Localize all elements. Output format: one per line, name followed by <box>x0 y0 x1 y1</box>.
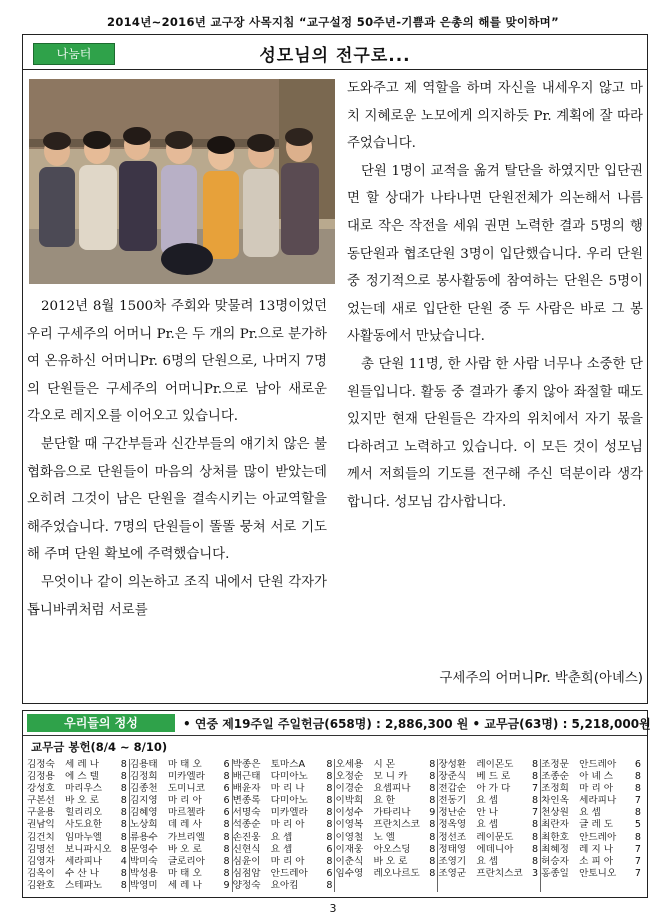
cell-saint: 아오스딩 <box>373 843 411 855</box>
cell-saint: 요셉피나 <box>373 783 411 795</box>
cell-name: 석종순 <box>232 819 261 831</box>
cell-name: 최란자 <box>541 819 569 831</box>
cell-count: 8 <box>326 771 333 783</box>
table-row <box>130 832 230 844</box>
cell-saint: 스테파노 <box>65 879 103 891</box>
table-row <box>233 759 333 771</box>
cell-saint: 다미아노 <box>270 795 308 807</box>
cell-count: 3 <box>532 867 539 879</box>
cell-saint: 가타리나 <box>373 807 411 819</box>
cell-count: 8 <box>532 795 539 807</box>
article-title: 성모님의 전구로... <box>259 46 411 66</box>
table-row <box>438 832 538 844</box>
cell-name: 허승자 <box>541 855 569 867</box>
offering-tag: 우리들의 정성 <box>27 714 175 732</box>
cell-saint: 마 태 오 <box>167 867 202 879</box>
table-row <box>541 759 641 771</box>
cell-name: 손진웅 <box>232 831 261 843</box>
cell-saint: 요 셉 <box>476 819 498 831</box>
cell-saint: 요 셉 <box>579 807 601 819</box>
cell-count: 8 <box>120 771 127 783</box>
cell-name: 배근태 <box>232 771 261 783</box>
paragraph: 2012년 8월 1500차 주회와 맞물려 13명이었던 우리 구세주의 어머니 Pr.은 두 개의 Pr.으로 분가하여 온유하신 어머니Pr. 6명의 단원으로, 나머지 7명의 단원들은 구세주의 어머니Pr.으로 남아 새로운 각오로 레지오를 이어오고 있습니다. <box>27 299 327 425</box>
cell-name: 김정희 <box>129 771 158 783</box>
cell-count: 8 <box>326 807 333 819</box>
table-row <box>27 783 127 795</box>
cell-count: 8 <box>429 771 436 783</box>
cell-count: 8 <box>532 831 539 843</box>
offering-column <box>335 759 438 892</box>
table-row <box>130 759 230 771</box>
cell-count: 8 <box>120 843 127 855</box>
offering-summary: • 연중 제19주일 주일헌금(658명) : 2,886,300 원 • 교무금(63명) : 5,218,000원 <box>183 717 651 731</box>
cell-count: 8 <box>532 843 539 855</box>
article-left-column <box>27 293 327 624</box>
cell-saint: 요아킴 <box>270 879 299 891</box>
cell-count: 8 <box>326 855 333 867</box>
cell-saint: 세 레 나 <box>65 759 99 770</box>
cell-name: 노상희 <box>129 819 158 831</box>
table-row <box>541 771 641 783</box>
cell-saint: 수 산 나 <box>65 867 99 879</box>
table-row <box>335 771 435 783</box>
cell-name: 문영수 <box>129 843 158 855</box>
cell-saint: 안토니오 <box>579 867 617 879</box>
cell-saint: 세라피나 <box>579 795 617 807</box>
table-row <box>130 807 230 819</box>
cell-saint: 안드레아 <box>579 831 617 843</box>
cell-name: 정난순 <box>438 807 467 819</box>
cell-saint: 마 리 아 <box>270 855 305 867</box>
cell-saint: 아 가 다 <box>476 783 511 795</box>
cell-saint: 마르첼라 <box>167 807 205 819</box>
cell-name: 차인옥 <box>541 795 569 807</box>
table-row <box>335 868 435 880</box>
cell-name: 배윤자 <box>232 783 261 795</box>
cell-saint: 힐리리오 <box>65 807 103 819</box>
cell-saint: 가브리엘 <box>167 831 205 843</box>
cell-name: 김지영 <box>129 795 158 807</box>
cell-name: 임수영 <box>335 867 364 879</box>
cell-count: 8 <box>120 795 127 807</box>
paragraph: 총 단원 11명, 한 사람 한 사람 너무나 소중한 단원들입니다. 활동 중 결과가 좋지 않아 좌절할 때도 있지만 현재 단원들은 각자의 위치에서 자기 몫을 다하려고 노력하고 있습니다. 이 모든 것이 성모님께서 저희들의 기도를 전구해 주신 덕분이라 생각합니다. 성모님 감사합니다. <box>347 356 643 510</box>
cell-saint: 노 엘 <box>373 831 396 843</box>
offering-column <box>130 759 233 892</box>
cell-name: 이영복 <box>335 819 364 831</box>
table-row <box>335 819 435 831</box>
cell-count: 8 <box>429 783 436 795</box>
table-row <box>541 795 641 807</box>
table-row <box>438 771 538 783</box>
header-line: 2014년~2016년 교구장 사목지침 “교구설정 50주년-기쁨과 은총의 해를 맞이하며” <box>107 15 559 29</box>
table-row <box>541 832 641 844</box>
cell-saint: 레이문도 <box>476 831 514 843</box>
cell-name: 변종록 <box>232 795 261 807</box>
cell-count: 6 <box>223 759 230 770</box>
cell-saint: 글로리아 <box>167 855 205 867</box>
table-row <box>27 880 127 892</box>
table-row <box>27 856 127 868</box>
table-row <box>541 844 641 856</box>
cell-saint: 마리우스 <box>65 783 103 795</box>
cell-saint: 에 스 텔 <box>65 771 99 783</box>
offering-table <box>27 759 643 892</box>
cell-count: 8 <box>223 771 230 783</box>
cell-saint: 마 리 아 <box>270 819 305 831</box>
cell-count: 8 <box>532 759 539 770</box>
cell-name: 양정숙 <box>232 879 261 891</box>
offering-column <box>438 759 541 892</box>
cell-name: 이춘식 <box>335 855 364 867</box>
table-row <box>438 856 538 868</box>
article-topbar <box>23 35 647 70</box>
table-row <box>541 868 641 880</box>
cell-count: 8 <box>326 783 333 795</box>
cell-name: 조종순 <box>541 771 569 783</box>
cell-name: 이박희 <box>335 795 364 807</box>
offering-column <box>27 759 130 892</box>
cell-name: 조영기 <box>438 855 467 867</box>
table-row <box>541 819 641 831</box>
cell-count: 8 <box>223 819 230 831</box>
table-row <box>233 795 333 807</box>
cell-name: 구윤용 <box>27 807 55 819</box>
cell-count: 8 <box>634 771 641 783</box>
cell-name: 박종은 <box>232 759 261 770</box>
cell-name: 전동기 <box>438 795 467 807</box>
table-row <box>27 868 127 880</box>
page-number: 3 <box>329 902 337 915</box>
offering-bar <box>23 711 651 736</box>
cell-saint: 요 셉 <box>476 855 498 867</box>
cell-name: 김명선 <box>27 843 55 855</box>
cell-saint: 세라피나 <box>65 855 103 867</box>
article-signature: 구세주의 어머니Pr. 박춘희(아녜스) <box>439 671 643 686</box>
table-row <box>130 868 230 880</box>
cell-name: 심점암 <box>232 867 261 879</box>
cell-saint: 안드레아 <box>579 759 617 770</box>
cell-count: 8 <box>634 807 641 819</box>
cell-saint: 사도요한 <box>65 819 103 831</box>
article-right-column <box>347 75 643 517</box>
cell-saint: 다미아노 <box>270 771 308 783</box>
cell-count: 7 <box>532 783 539 795</box>
table-row <box>438 759 538 771</box>
cell-name: 신현식 <box>232 843 261 855</box>
cell-count: 8 <box>326 795 333 807</box>
cell-saint: 레오나르도 <box>373 867 420 879</box>
cell-saint: 바 오 로 <box>373 855 408 867</box>
cell-saint: 미카엘라 <box>270 807 308 819</box>
table-row <box>27 844 127 856</box>
cell-count: 6 <box>326 843 333 855</box>
cell-saint: 보니파시오 <box>65 843 112 855</box>
table-row <box>233 783 333 795</box>
cell-saint: 에데니아 <box>476 843 514 855</box>
cell-name: 김용태 <box>129 759 158 770</box>
cell-count: 8 <box>429 855 436 867</box>
cell-name: 김건치 <box>27 831 55 843</box>
cell-count: 8 <box>120 807 127 819</box>
cell-saint: 바 오 로 <box>65 795 99 807</box>
article-frame <box>22 34 648 704</box>
cell-name: 최혜정 <box>541 843 569 855</box>
table-row <box>130 880 230 892</box>
table-row <box>233 868 333 880</box>
table-row <box>233 880 333 892</box>
cell-name: 정선조 <box>438 831 467 843</box>
cell-saint: 레 지 나 <box>579 843 614 855</box>
table-row <box>27 819 127 831</box>
cell-count: 4 <box>120 855 127 867</box>
cell-saint: 소 피 아 <box>579 855 614 867</box>
cell-name: 최한호 <box>541 831 569 843</box>
cell-name: 정태영 <box>438 843 467 855</box>
cell-count: 8 <box>429 831 436 843</box>
cell-count: 8 <box>326 819 333 831</box>
table-row <box>27 832 127 844</box>
table-row <box>541 856 641 868</box>
paragraph: 분단할 때 구간부들과 신간부들의 얘기치 않은 불협화음으로 단원들이 마음의 상처를 많이 받았는데 오히려 그것이 남은 단원을 결속시키는 아교역할을 해주었습니다. 7명의 단원들이 똘똘 뭉쳐 서로 기도해 주며 단원 확보에 주력했습니다. <box>27 436 327 563</box>
table-row <box>541 783 641 795</box>
cell-count: 6 <box>223 807 230 819</box>
cell-name: 조정희 <box>541 783 569 795</box>
cell-name: 전갑순 <box>438 783 467 795</box>
cell-saint: 임마누엘 <box>65 831 103 843</box>
cell-count: 8 <box>223 867 230 879</box>
cell-saint: 바 오 로 <box>167 843 202 855</box>
cell-count: 8 <box>223 831 230 843</box>
cell-count: 8 <box>120 879 127 891</box>
cell-name: 류용수 <box>129 831 158 843</box>
cell-saint: 마 리 아 <box>167 795 202 807</box>
table-row <box>130 844 230 856</box>
table-row <box>541 807 641 819</box>
cell-count: 9 <box>223 879 230 891</box>
offering-column <box>541 759 643 892</box>
paragraph: 무엇이나 같이 의논하고 조직 내에서 단원 각자가 톱니바퀴처럼 서로를 <box>27 574 327 618</box>
cell-count: 8 <box>326 831 333 843</box>
table-row <box>438 844 538 856</box>
table-row <box>233 832 333 844</box>
cell-count: 7 <box>634 855 641 867</box>
cell-saint: 세 레 나 <box>167 879 202 891</box>
cell-name: 오정순 <box>335 771 364 783</box>
cell-name: 구본선 <box>27 795 55 807</box>
cell-saint: 마 리 아 <box>579 783 614 795</box>
table-row <box>233 856 333 868</box>
table-row <box>27 771 127 783</box>
offering-column <box>233 759 336 892</box>
cell-name: 서명숙 <box>232 807 261 819</box>
cell-count: 6 <box>223 783 230 795</box>
cell-saint: 안드레아 <box>270 867 308 879</box>
cell-saint: 프란치스코 <box>373 819 420 831</box>
cell-count: 8 <box>634 783 641 795</box>
table-row <box>438 783 538 795</box>
table-row <box>27 759 127 771</box>
table-row <box>130 783 230 795</box>
cell-name: 조영군 <box>438 867 467 879</box>
cell-name: 박성용 <box>129 867 158 879</box>
cell-count: 8 <box>429 843 436 855</box>
cell-saint: 마 태 오 <box>167 759 202 770</box>
cell-count: 6 <box>634 759 641 770</box>
cell-count: 5 <box>634 819 641 831</box>
cell-name: 김영자 <box>27 855 55 867</box>
cell-name: 김종천 <box>129 783 158 795</box>
cell-count: 8 <box>532 771 539 783</box>
cell-name: 이영철 <box>335 831 364 843</box>
cell-count: 7 <box>634 795 641 807</box>
cell-count: 8 <box>634 831 641 843</box>
cell-name: 권남익 <box>27 819 55 831</box>
cell-count: 8 <box>429 759 436 770</box>
cell-count: 6 <box>326 867 333 879</box>
cell-count: 8 <box>532 855 539 867</box>
cell-saint: 데 레 사 <box>167 819 202 831</box>
cell-name: 장성환 <box>438 759 467 770</box>
table-row <box>335 807 435 819</box>
cell-count: 9 <box>429 807 436 819</box>
offering-subheading: 교무금 봉헌(8/4 ~ 8/10) <box>31 740 168 754</box>
cell-count: 7 <box>634 867 641 879</box>
cell-count: 8 <box>120 867 127 879</box>
table-row <box>27 807 127 819</box>
cell-count: 8 <box>429 795 436 807</box>
cell-count: 8 <box>326 879 333 891</box>
cell-count: 7 <box>532 807 539 819</box>
cell-saint: 요 셉 <box>270 831 293 843</box>
cell-name: 김정용 <box>27 771 55 783</box>
cell-count: 8 <box>532 819 539 831</box>
cell-count: 8 <box>429 819 436 831</box>
cell-saint: 요 셉 <box>476 795 498 807</box>
cell-name: 천상원 <box>541 807 569 819</box>
cell-name: 박영미 <box>129 879 158 891</box>
table-row <box>130 795 230 807</box>
table-row <box>27 795 127 807</box>
table-row <box>335 795 435 807</box>
table-row <box>130 819 230 831</box>
cell-saint: 모 니 카 <box>373 771 408 783</box>
cell-saint: 안 나 <box>476 807 498 819</box>
table-row <box>335 759 435 771</box>
cell-name: 장준식 <box>438 771 467 783</box>
paragraph: 단원 1명이 교적을 옮겨 탈단을 하였지만 입단권면 할 상대가 나타나면 단원전체가 의논해서 나름대로 작은 작전을 세워 권면 노력한 결과 5명의 행동단원과 협조단원 3명이 입단했습니다. 우리 단원 중 정기적으로 봉사활동에 참여하는 단원은 5명이었는데 새로 입단한 단원 중 두 사람은 바로 그 봉사활동에서 만났습니다. <box>347 163 643 345</box>
table-row <box>130 771 230 783</box>
cell-saint: 프란치스코 <box>476 867 523 879</box>
cell-name: 김혜영 <box>129 807 158 819</box>
cell-name: 정옥영 <box>438 819 467 831</box>
table-row <box>130 856 230 868</box>
table-row <box>438 795 538 807</box>
cell-saint: 도미니코 <box>167 783 205 795</box>
section-tag: 나눔터 <box>33 43 115 65</box>
table-row <box>233 771 333 783</box>
cell-name: 심윤이 <box>232 855 261 867</box>
cell-saint: 베 드 로 <box>476 771 511 783</box>
table-row <box>335 783 435 795</box>
cell-count: 8 <box>223 843 230 855</box>
table-row <box>335 844 435 856</box>
cell-name: 이재웅 <box>335 843 364 855</box>
cell-name: 김정숙 <box>27 759 55 770</box>
cell-count: 8 <box>429 867 436 879</box>
cell-name: 홍종일 <box>541 867 569 879</box>
cell-name: 김옥이 <box>27 867 55 879</box>
table-row <box>438 807 538 819</box>
table-row <box>233 807 333 819</box>
table-row <box>335 832 435 844</box>
cell-count: 8 <box>120 783 127 795</box>
table-row <box>335 856 435 868</box>
cell-count: 7 <box>634 843 641 855</box>
cell-saint: 토마스A <box>270 759 306 770</box>
cell-name: 김완호 <box>27 879 55 891</box>
cell-count: 8 <box>120 831 127 843</box>
cell-saint: 마 리 나 <box>270 783 305 795</box>
table-row <box>233 844 333 856</box>
cell-saint: 아 녜 스 <box>579 771 614 783</box>
cell-count: 8 <box>223 855 230 867</box>
cell-name: 이성수 <box>335 807 364 819</box>
cell-saint: 요 셉 <box>270 843 293 855</box>
table-row <box>233 819 333 831</box>
cell-name: 박미숙 <box>129 855 158 867</box>
cell-saint: 시 몬 <box>373 759 396 770</box>
paragraph: 도와주고 제 역할을 하며 자신을 내세우지 않고 마치 지혜로운 노모에게 의지하듯 Pr. 계획에 잘 따라주었습니다. <box>347 81 643 152</box>
cell-saint: 요 한 <box>373 795 396 807</box>
table-row <box>438 819 538 831</box>
cell-name: 강성호 <box>27 783 55 795</box>
cell-count: 8 <box>326 759 333 770</box>
cell-name: 오세용 <box>335 759 364 770</box>
cell-saint: 글 레 도 <box>579 819 614 831</box>
cell-count: 8 <box>120 819 127 831</box>
table-row <box>438 868 538 880</box>
cell-count: 8 <box>120 759 127 770</box>
cell-saint: 미카엘라 <box>167 771 205 783</box>
group-photo <box>29 79 335 284</box>
cell-count: 6 <box>223 795 230 807</box>
offering-box <box>22 710 651 898</box>
cell-name: 조정문 <box>541 759 569 770</box>
cell-name: 이경순 <box>335 783 364 795</box>
cell-saint: 레이몬도 <box>476 759 514 770</box>
